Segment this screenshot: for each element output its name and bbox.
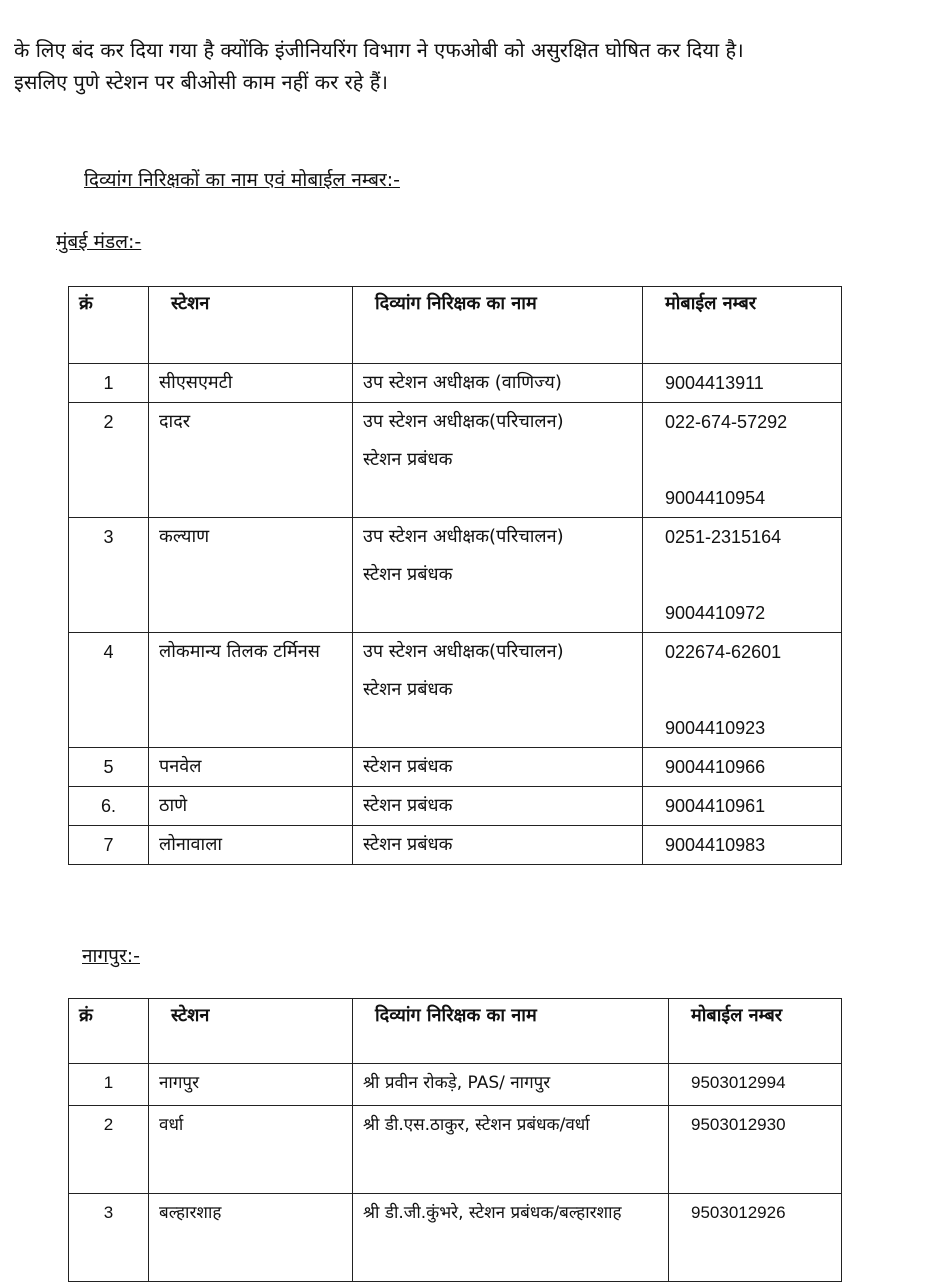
mumbai-table <box>68 286 842 865</box>
inspector-line: उप स्टेशन अधीक्षक(परिचालन) <box>363 411 564 432</box>
column-header-mobile: मोबाईल नम्बर <box>643 287 842 364</box>
row-station: लोनावाला <box>149 826 353 865</box>
row-mobile <box>643 364 842 403</box>
row-station: लोकमान्य तिलक टर्मिनस <box>149 633 353 748</box>
row-inspector <box>353 518 643 633</box>
row-serial: 2 <box>69 403 149 518</box>
mobile-line <box>665 441 841 479</box>
row-serial: 1 <box>69 1064 149 1106</box>
column-header-inspector: दिव्यांग निरिक्षक का नाम <box>353 287 643 364</box>
row-serial: 4 <box>69 633 149 748</box>
mobile-line: 9004410954 <box>665 488 766 508</box>
mumbai-table-header <box>69 287 842 364</box>
mobile-line <box>665 671 841 709</box>
row-station: वर्धा <box>149 1106 353 1194</box>
row-inspector: श्री प्रवीन रोकड़े, PAS/ नागपुर <box>353 1064 669 1106</box>
inspector-line: उप स्टेशन अधीक्षक (वाणिज्य) <box>363 372 562 393</box>
row-station: पनवेल <box>149 748 353 787</box>
mobile-line: 9004410972 <box>665 603 766 623</box>
row-mobile: 9503012930 <box>669 1106 842 1194</box>
inspector-line: स्टेशन प्रबंधक <box>363 564 453 585</box>
row-inspector: श्री डी.एस.ठाकुर, स्टेशन प्रबंधक/वर्धा <box>353 1106 669 1194</box>
inspector-line: उप स्टेशन अधीक्षक(परिचालन) <box>363 641 564 662</box>
intro-line-2: इसलिए पुणे स्टेशन पर बीओसी काम नहीं कर रहे हैं। <box>14 70 388 94</box>
table-row <box>69 403 842 518</box>
column-header-serial: क्रं <box>69 999 149 1064</box>
row-serial: 6. <box>69 787 149 826</box>
row-station: ठाणे <box>149 787 353 826</box>
table-row <box>69 518 842 633</box>
row-mobile <box>643 826 842 865</box>
row-mobile: 9503012926 <box>669 1194 842 1282</box>
inspector-line: स्टेशन प्रबंधक <box>363 834 453 855</box>
intro-line-1: के लिए बंद कर दिया गया है क्योंकि इंजीनियरिंग विभाग ने एफओबी को असुरक्षित घोषित कर दिया है। <box>14 38 744 62</box>
mobile-line: 0251-2315164 <box>665 527 782 547</box>
row-inspector <box>353 826 643 865</box>
row-serial: 1 <box>69 364 149 403</box>
row-inspector: श्री डी.जी.कुंभरे, स्टेशन प्रबंधक/बल्हारशाह <box>353 1194 669 1282</box>
mobile-line: 022674-62601 <box>665 642 782 662</box>
row-serial: 2 <box>69 1106 149 1194</box>
table-row <box>69 364 842 403</box>
row-station: कल्याण <box>149 518 353 633</box>
intro-paragraph <box>14 34 934 98</box>
inspector-line: स्टेशन प्रबंधक <box>363 449 453 470</box>
column-header-inspector: दिव्यांग निरिक्षक का नाम <box>353 999 669 1064</box>
column-header-station: स्टेशन <box>149 287 353 364</box>
inspector-line: उप स्टेशन अधीक्षक(परिचालन) <box>363 526 564 547</box>
row-station: नागपुर <box>149 1064 353 1106</box>
row-serial: 3 <box>69 518 149 633</box>
section-heading: दिव्यांग निरिक्षकों का नाम एवं मोबाईल नम्बर:- <box>84 169 400 191</box>
inspector-line: स्टेशन प्रबंधक <box>363 756 453 777</box>
row-inspector <box>353 403 643 518</box>
table-row <box>69 633 842 748</box>
table-row <box>69 826 842 865</box>
table-row <box>69 1106 842 1194</box>
mobile-line: 022-674-57292 <box>665 412 788 432</box>
nagpur-table-header <box>69 999 842 1064</box>
row-mobile: 9503012994 <box>669 1064 842 1106</box>
row-inspector <box>353 364 643 403</box>
row-inspector <box>353 787 643 826</box>
row-mobile <box>643 633 842 748</box>
column-header-mobile: मोबाईल नम्बर <box>669 999 842 1064</box>
row-mobile <box>643 403 842 518</box>
row-mobile <box>643 518 842 633</box>
row-station: सीएसएमटी <box>149 364 353 403</box>
row-serial: 7 <box>69 826 149 865</box>
row-inspector <box>353 748 643 787</box>
mobile-line: 9004410923 <box>665 718 766 738</box>
mobile-line: 9004410966 <box>665 757 766 777</box>
row-station: बल्हारशाह <box>149 1194 353 1282</box>
mobile-line: 9004413911 <box>665 373 764 393</box>
row-serial: 5 <box>69 748 149 787</box>
inspector-line: स्टेशन प्रबंधक <box>363 795 453 816</box>
table-row <box>69 1064 842 1106</box>
row-serial: 3 <box>69 1194 149 1282</box>
table-row <box>69 748 842 787</box>
inspector-line: स्टेशन प्रबंधक <box>363 679 453 700</box>
row-mobile <box>643 748 842 787</box>
column-header-station: स्टेशन <box>149 999 353 1064</box>
mobile-line: 9004410983 <box>665 835 766 855</box>
column-header-serial: क्रं <box>69 287 149 364</box>
mobile-line: 9004410961 <box>665 796 766 816</box>
row-inspector <box>353 633 643 748</box>
row-station: दादर <box>149 403 353 518</box>
table-row <box>69 787 842 826</box>
row-mobile <box>643 787 842 826</box>
table-row <box>69 1194 842 1282</box>
mumbai-heading: मुंबई मंडल:- <box>56 231 142 253</box>
nagpur-table <box>68 998 842 1282</box>
nagpur-heading: नागपुर:- <box>82 945 140 967</box>
mobile-line <box>665 556 841 594</box>
